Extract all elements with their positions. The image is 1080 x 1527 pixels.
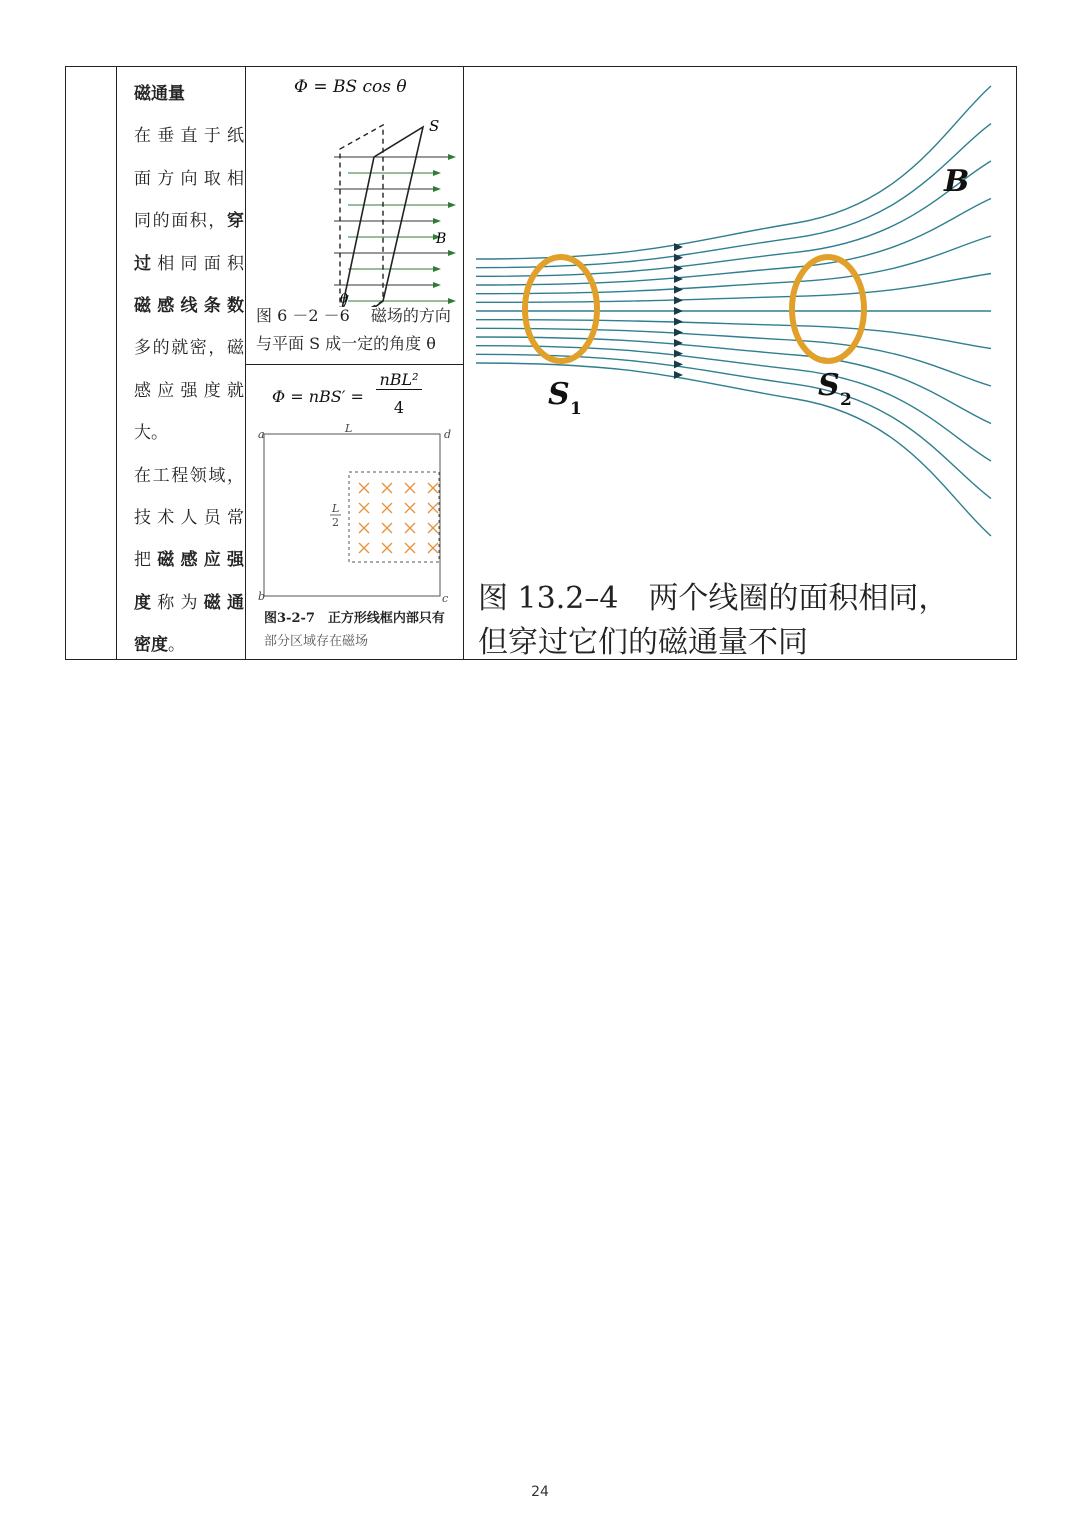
field-line-arrow	[674, 339, 683, 347]
column-divider	[463, 67, 464, 659]
text-line	[134, 455, 244, 497]
text-line	[134, 243, 244, 285]
label-s: S	[429, 117, 440, 135]
flux-formula: Φ = BS cos θ	[294, 77, 407, 97]
field-crosses	[359, 483, 438, 553]
text-line	[134, 539, 244, 581]
figure3-caption-2: 但穿过它们的磁通量不同	[478, 625, 808, 660]
field-arrow-head	[433, 170, 441, 176]
field-lines-diagram	[466, 69, 1016, 564]
text-line	[134, 327, 244, 369]
fraction-denominator: 4	[393, 398, 405, 417]
field-cross	[382, 543, 392, 553]
text-line	[134, 624, 244, 666]
row-divider	[245, 364, 463, 365]
field-arrow-head	[433, 266, 441, 272]
bold-run: 过	[134, 253, 158, 274]
coil-s2	[792, 257, 864, 361]
label-s2-subscript: 2	[840, 390, 852, 410]
label-s2: S	[818, 368, 840, 403]
field-cross	[359, 503, 369, 513]
field-line	[476, 354, 991, 498]
text-run: 感应强度就	[134, 380, 244, 401]
tilted-plane-s	[336, 127, 423, 307]
field-line	[476, 124, 991, 268]
field-cross	[382, 523, 392, 533]
flux-formula-2-left: Φ = nBS′ =	[272, 387, 364, 406]
field-cross	[359, 543, 369, 553]
text-run: 多的就密，磁	[134, 338, 244, 359]
field-arrow-head	[448, 202, 456, 208]
field-arrow-head	[433, 186, 441, 192]
field-arrow-head	[433, 282, 441, 288]
text-run: 把	[134, 550, 158, 571]
text-line	[134, 200, 244, 242]
label-s1-subscript: 1	[570, 399, 582, 419]
bold-run: 磁感线条数	[134, 295, 244, 316]
explanation-text	[134, 115, 244, 666]
field-cross	[382, 503, 392, 513]
field-line-arrow	[674, 296, 683, 304]
text-run: 。	[168, 635, 185, 656]
field-region	[349, 472, 439, 562]
field-cross	[405, 543, 415, 553]
field-line	[476, 236, 991, 294]
field-arrow-head	[433, 218, 441, 224]
text-line	[134, 370, 244, 412]
text-run: 大。	[134, 423, 168, 444]
text-run: 相同面积	[157, 253, 244, 274]
figure2-caption-2: 部分区域存在磁场	[264, 634, 369, 649]
field-line	[476, 86, 991, 259]
label-b: B	[944, 164, 970, 199]
field-cross	[405, 523, 415, 533]
corner-c: c	[442, 592, 449, 605]
figure3-caption-1: 图 13.2–4 两个线圈的面积相同，	[478, 581, 949, 616]
label-half-l-num: L	[332, 502, 340, 515]
field-line	[476, 320, 991, 349]
term-title: 磁通量	[134, 84, 185, 104]
text-run: 面方向取相	[134, 168, 244, 189]
bold-run: 度	[134, 592, 158, 613]
text-line	[134, 497, 244, 539]
page-number: 24	[531, 1484, 549, 1500]
field-line	[476, 199, 991, 286]
field-line-arrow	[674, 318, 683, 326]
corner-a: a	[258, 428, 265, 441]
field-cross	[382, 483, 392, 493]
fraction-numerator: nBL²	[376, 370, 422, 390]
label-theta: θ	[340, 292, 348, 307]
square-frame-diagram	[250, 422, 462, 607]
field-line-arrow	[674, 286, 683, 294]
field-arrow-head	[448, 250, 456, 256]
field-cross	[428, 503, 438, 513]
figure1-caption-1: 图 6 －2 －6 磁场的方向	[256, 306, 451, 325]
field-line-arrow	[674, 328, 683, 336]
field-cross	[359, 483, 369, 493]
text-line	[134, 285, 244, 327]
label-l: L	[345, 422, 353, 435]
bold-run: 磁感应强	[157, 550, 244, 571]
content-table	[65, 66, 1017, 660]
field-line-arrow	[674, 307, 683, 315]
text-run: 在垂直于纸	[134, 126, 244, 147]
corner-b: b	[258, 590, 266, 603]
text-line	[134, 158, 244, 200]
text-line	[134, 582, 244, 624]
text-run: 技术人员常	[134, 507, 244, 528]
field-line-arrow	[674, 275, 683, 283]
column-divider	[116, 67, 117, 659]
square-frame	[264, 434, 440, 596]
label-s1: S	[548, 377, 570, 412]
corner-d: d	[444, 428, 452, 441]
magnetic-field-lines	[476, 86, 991, 536]
field-cross	[428, 523, 438, 533]
field-cross	[405, 483, 415, 493]
field-cross	[405, 503, 415, 513]
tilted-plane-diagram	[248, 107, 462, 307]
text-run: 同的面积，	[134, 211, 227, 232]
bold-run: 磁通	[203, 592, 244, 613]
label-half-l-den: 2	[332, 516, 339, 529]
text-column	[126, 67, 248, 666]
field-cross	[428, 483, 438, 493]
bold-run: 密度	[134, 635, 168, 656]
text-line	[134, 115, 244, 157]
field-arrow-head	[448, 154, 456, 160]
field-cross	[428, 543, 438, 553]
field-line	[476, 274, 991, 303]
text-run: 称为	[157, 592, 204, 613]
text-run: 在工程领域，	[134, 465, 244, 486]
field-cross	[359, 523, 369, 533]
figure2-caption-1: 图3-2-7 正方形线框内部只有	[264, 611, 445, 626]
label-b: B	[436, 231, 447, 247]
bold-run: 穿	[227, 211, 244, 232]
figure1-caption-2: 与平面 S 成一定的角度 θ	[256, 334, 436, 353]
text-line	[134, 412, 244, 454]
coil-s1	[525, 257, 597, 361]
